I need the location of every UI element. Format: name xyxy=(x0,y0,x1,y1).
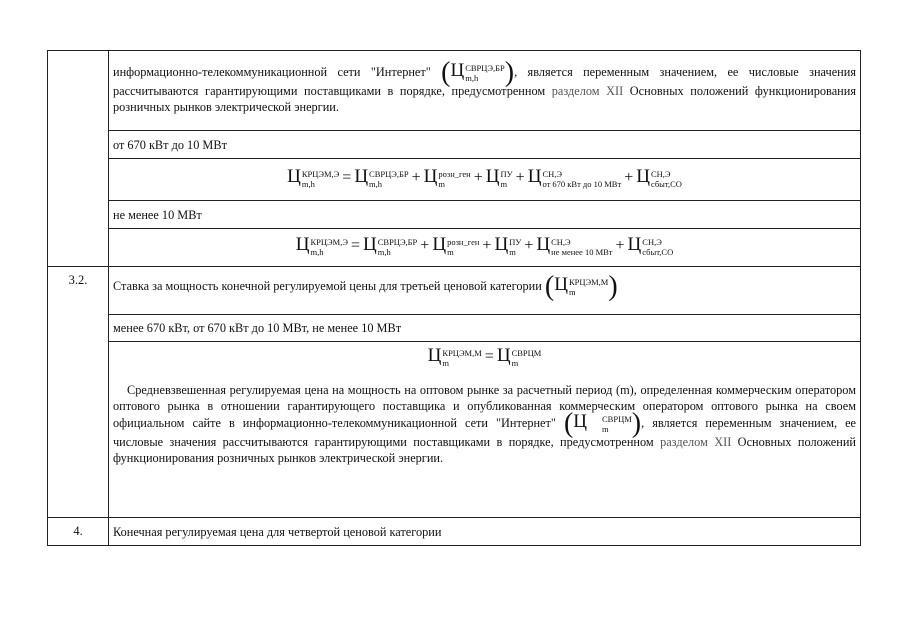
symbol-superscript: розн_ген xyxy=(447,237,480,247)
symbol-superscript: розн_ген xyxy=(438,169,471,179)
description-paragraph xyxy=(109,372,860,469)
section-title: Конечная регулируемая цена для четвертой ценовой категории xyxy=(113,525,442,539)
text-run: Ставка за мощность конечной регулируемой цены для третьей ценовой категории xyxy=(113,279,545,293)
symbol-indices xyxy=(651,169,682,189)
symbol-subscript: m xyxy=(438,179,445,189)
symbol-subscript: m xyxy=(602,424,609,434)
math-symbol xyxy=(636,166,682,189)
inline-symbol xyxy=(441,57,515,88)
symbol-superscript: КРЦЭМ,М xyxy=(568,277,609,287)
math-symbol xyxy=(573,411,632,434)
math-operator: + xyxy=(624,169,634,186)
description-cell xyxy=(109,51,861,131)
math-symbol xyxy=(423,166,471,189)
math-symbol xyxy=(527,166,622,189)
symbol-subscript: m,h xyxy=(369,179,383,189)
symbol-superscript: СВРЦМ xyxy=(602,414,632,424)
symbol-indices xyxy=(569,277,608,297)
symbol-indices xyxy=(369,169,409,189)
text-run: Основных положений функционирования розничных рынков электрической энергии. xyxy=(113,435,856,465)
symbol-letter: Ц xyxy=(573,411,587,432)
symbol-indices xyxy=(542,169,621,189)
paren-close: ) xyxy=(631,408,642,439)
symbol-letter: Ц xyxy=(427,345,442,366)
math-symbol xyxy=(496,345,542,368)
symbol-indices xyxy=(588,414,632,434)
table-row xyxy=(48,229,861,267)
table-row xyxy=(48,159,861,201)
math-symbol xyxy=(554,274,609,297)
symbol-indices xyxy=(438,169,470,189)
math-symbol xyxy=(363,234,418,257)
symbol-superscript: КРЦЭМ,М xyxy=(442,348,482,358)
inline-symbol xyxy=(563,408,642,439)
formula-3 xyxy=(109,342,860,372)
table-row xyxy=(48,315,861,342)
row-number-cell xyxy=(48,267,109,518)
paren-open: ( xyxy=(441,57,451,88)
symbol-letter: Ц xyxy=(287,166,301,187)
symbol-subscript: m xyxy=(509,247,516,257)
math-operator: + xyxy=(524,237,534,254)
symbol-subscript: m,h xyxy=(310,247,324,257)
symbol-superscript: КРЦЭМ,Э xyxy=(301,169,340,179)
math-symbol xyxy=(354,166,409,189)
inline-symbol xyxy=(544,271,618,302)
section-reference-link[interactable]: разделом XII xyxy=(660,435,732,449)
symbol-letter: Ц xyxy=(295,234,310,255)
symbol-subscript: m,h xyxy=(465,73,479,83)
paren-open: ( xyxy=(563,408,574,439)
text-run: Средневзвешенная регулируемая цена на мощность на оптовом рынке за расчетный период (m), определенная коммерческим оператором оптового рынка в отношении гарантирующего поставщика и опубликованная коммерческим оператором оптового рынка на своем официальном сайте в информационно-телекоммуникационной сети "Интернет" xyxy=(113,383,856,430)
symbol-indices xyxy=(302,169,339,189)
symbol-indices xyxy=(512,348,542,368)
symbol-superscript: ПУ xyxy=(500,169,513,179)
symbol-letter: Ц xyxy=(432,234,447,255)
math-operator: + xyxy=(473,169,483,186)
table-row xyxy=(48,267,861,315)
symbol-indices xyxy=(509,237,521,257)
symbol-letter: Ц xyxy=(527,166,542,187)
symbol-subscript: от 670 кВт до 10 МВт xyxy=(542,179,622,189)
row-number-cell xyxy=(48,51,109,267)
symbol-subscript: m xyxy=(500,179,508,189)
symbol-letter: Ц xyxy=(485,166,500,187)
row-number: 3.2. xyxy=(68,273,88,287)
table-row xyxy=(48,201,861,229)
symbol-subscript: m xyxy=(442,358,450,368)
symbol-subscript: m,h xyxy=(301,179,315,189)
table-row xyxy=(48,518,861,546)
math-symbol xyxy=(295,234,348,257)
symbol-letter: Ц xyxy=(496,345,511,366)
math-operator: = xyxy=(484,348,494,365)
symbol-letter: Ц xyxy=(627,234,642,255)
math-operator: + xyxy=(482,237,492,254)
range-label: не менее 10 МВт xyxy=(113,208,202,222)
tariff-table xyxy=(47,50,861,546)
symbol-letter: Ц xyxy=(554,274,568,295)
math-symbol xyxy=(450,60,505,83)
math-symbol xyxy=(627,234,674,257)
symbol-letter: Ц xyxy=(450,60,465,81)
math-symbol xyxy=(432,234,480,257)
continuation-text xyxy=(109,51,860,118)
symbol-superscript: ПУ xyxy=(509,237,522,247)
symbol-subscript: сбыт,СО xyxy=(650,179,682,189)
text-run: информационно-телекоммуникационной сети "Интернет" xyxy=(113,65,442,79)
symbol-superscript: СВРЦЭ,БР xyxy=(377,237,418,247)
symbol-indices xyxy=(447,237,479,257)
symbol-superscript: СВРЦМ xyxy=(511,348,542,358)
symbol-subscript: сбыт,СО xyxy=(642,247,674,257)
row-number-cell xyxy=(48,518,109,546)
range-label: от 670 кВт до 10 МВт xyxy=(113,138,227,152)
table-row xyxy=(48,131,861,159)
symbol-letter: Ц xyxy=(354,166,369,187)
row-number: 4. xyxy=(73,524,83,538)
symbol-indices xyxy=(465,63,505,83)
symbol-subscript: m xyxy=(447,247,454,257)
paren-close: ) xyxy=(608,271,618,302)
symbol-superscript: КРЦЭМ,Э xyxy=(310,237,348,247)
symbol-subscript: m,h xyxy=(377,247,391,257)
symbol-subscript: m xyxy=(568,287,576,297)
math-operator: + xyxy=(615,237,625,254)
table-row xyxy=(48,51,861,131)
text-run: Основных положений функционирования розничных рынков электрической энергии. xyxy=(113,84,856,114)
paren-open: ( xyxy=(544,271,555,302)
math-operator: = xyxy=(342,169,352,186)
symbol-subscript: не менее 10 МВт xyxy=(551,247,613,257)
symbol-superscript: СН,Э xyxy=(542,169,562,179)
math-operator: = xyxy=(350,237,360,254)
paren-close: ) xyxy=(504,57,515,88)
symbol-letter: Ц xyxy=(494,234,509,255)
math-symbol xyxy=(485,166,513,189)
symbol-indices xyxy=(442,348,481,368)
symbol-letter: Ц xyxy=(363,234,377,255)
section-title xyxy=(109,267,860,300)
math-symbol xyxy=(287,166,340,189)
symbol-letter: Ц xyxy=(536,234,551,255)
math-operator: + xyxy=(411,169,421,186)
math-symbol xyxy=(427,345,482,368)
symbol-indices xyxy=(311,237,348,257)
text-run: , является переменным значением, ее числовые значения рассчитываются гарантирующими поставщиками в порядке, предусмотренном xyxy=(113,416,856,449)
symbol-subscript: m xyxy=(511,358,519,368)
range-label: менее 670 кВт, от 670 кВт до 10 МВт, не менее 10 МВт xyxy=(113,321,402,335)
formula-2 xyxy=(109,229,860,261)
symbol-superscript: СН,Э xyxy=(642,237,662,247)
symbol-indices xyxy=(501,169,513,189)
math-operator: + xyxy=(420,237,430,254)
formula-1 xyxy=(109,159,860,193)
symbol-superscript: СН,Э xyxy=(551,237,571,247)
text-run: , является переменным значением, ее числовые значения рассчитываются гарантирующими поставщиками в порядке, предусмотренном xyxy=(113,65,856,98)
symbol-superscript: СВРЦЭ,БР xyxy=(465,63,505,73)
math-symbol xyxy=(494,234,522,257)
symbol-superscript: СН,Э xyxy=(650,169,671,179)
symbol-superscript: СВРЦЭ,БР xyxy=(369,169,409,179)
math-operator: + xyxy=(515,169,525,186)
section-reference-link[interactable]: разделом XII xyxy=(551,84,624,98)
symbol-letter: Ц xyxy=(423,166,438,187)
symbol-letter: Ц xyxy=(636,166,650,187)
symbol-indices xyxy=(378,237,418,257)
symbol-indices xyxy=(642,237,673,257)
math-symbol xyxy=(536,234,613,257)
table-row xyxy=(48,342,861,518)
symbol-indices xyxy=(551,237,612,257)
